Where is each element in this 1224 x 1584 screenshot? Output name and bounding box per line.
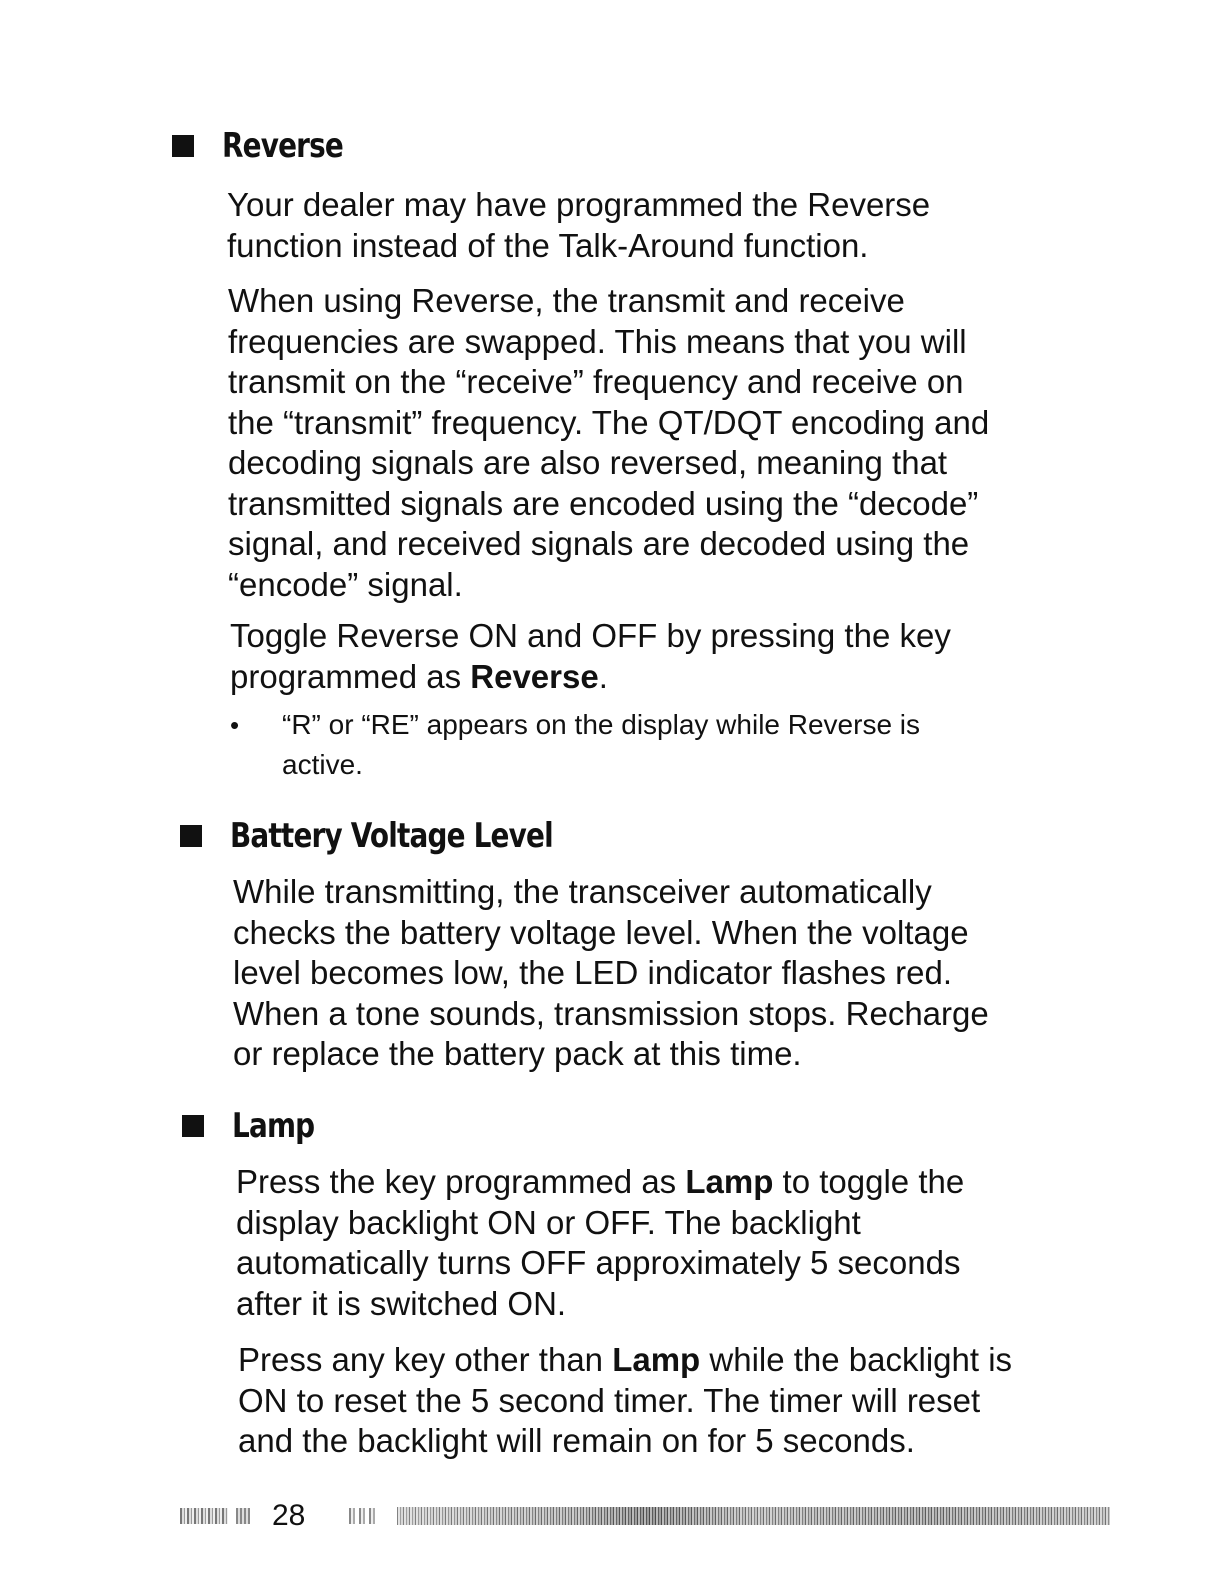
key-name-lamp: Lamp: [685, 1163, 774, 1200]
text-line: level becomes low, the LED indicator flashes red.: [233, 954, 953, 991]
square-bullet-icon: [172, 135, 194, 157]
page-number: 28: [272, 1499, 306, 1532]
paragraph: [236, 1162, 964, 1324]
text-span: Press the key programmed as: [236, 1163, 686, 1200]
text-line: or replace the battery pack at this time.: [233, 1035, 802, 1072]
page-footer: [180, 1497, 1110, 1535]
text-line: “encode” signal.: [228, 565, 463, 603]
square-bullet-icon: [182, 1115, 204, 1137]
text-line: and the backlight will remain on for 5 seconds.: [238, 1422, 915, 1459]
text-line: While transmitting, the transceiver automatically: [233, 873, 932, 910]
paragraph: [238, 1340, 1012, 1462]
text-line: When using Reverse, the transmit and receive: [228, 282, 905, 319]
text-line: [238, 1340, 1012, 1381]
section-title: Battery Voltage Level: [230, 816, 553, 856]
footer-decoration: [180, 1508, 228, 1524]
text-line: ON to reset the 5 second timer. The timer will reset: [238, 1381, 981, 1419]
text-line: automatically turns OFF approximately 5 seconds: [236, 1244, 961, 1281]
text-line: [230, 657, 951, 698]
paragraph: [227, 185, 930, 266]
text-line: When a tone sounds, transmission stops. Recharge: [233, 994, 989, 1032]
section-heading-reverse: [172, 126, 370, 166]
paragraph: [233, 872, 989, 1075]
text-line: after it is switched ON.: [236, 1284, 567, 1322]
text-line: display backlight ON or OFF. The backlight: [236, 1203, 861, 1241]
text-span: programmed as: [230, 657, 471, 695]
text-line: [236, 1162, 964, 1203]
text-span: .: [598, 657, 608, 695]
text-span: while the backlight is: [700, 1341, 1013, 1378]
bullet-dot-icon: •: [230, 710, 240, 740]
section-title: Reverse: [222, 126, 343, 166]
text-line: Your dealer may have programmed the Reverse: [227, 186, 931, 223]
key-name-lamp: Lamp: [612, 1341, 701, 1378]
text-line: transmitted signals are encoded using the “decode”: [228, 484, 979, 522]
bullet-text: [282, 705, 1082, 785]
text-line: “R” or “RE” appears on the display while Reverse is: [282, 709, 921, 740]
text-line: transmit on the “receive” frequency and receive on: [228, 363, 964, 400]
text-line: function instead of the Talk-Around function.: [227, 226, 869, 264]
text-span: to toggle the: [773, 1163, 965, 1200]
text-span: Press any key other than: [238, 1341, 613, 1378]
section-heading-battery-voltage-level: [180, 816, 624, 856]
text-line: Toggle Reverse ON and OFF by pressing the key: [230, 617, 951, 654]
text-line: frequencies are swapped. This means that you will: [228, 322, 967, 360]
section-heading-lamp: [182, 1106, 332, 1146]
text-line: signal, and received signals are decoded using the: [228, 525, 970, 562]
text-line: checks the battery voltage level. When the voltage: [233, 913, 969, 951]
bullet-item: [230, 705, 1090, 785]
footer-bar: [397, 1507, 1110, 1525]
paragraph: [228, 281, 989, 605]
footer-decoration: [349, 1508, 379, 1524]
text-line: the “transmit” frequency. The QT/DQT encoding and: [228, 403, 990, 441]
footer-decoration: [236, 1508, 250, 1524]
text-line: active.: [282, 749, 363, 780]
text-line: decoding signals are also reversed, meaning that: [228, 444, 948, 481]
square-bullet-icon: [180, 825, 202, 847]
key-name-reverse: Reverse: [470, 657, 599, 695]
paragraph: [230, 616, 951, 697]
section-title: Lamp: [232, 1106, 315, 1146]
